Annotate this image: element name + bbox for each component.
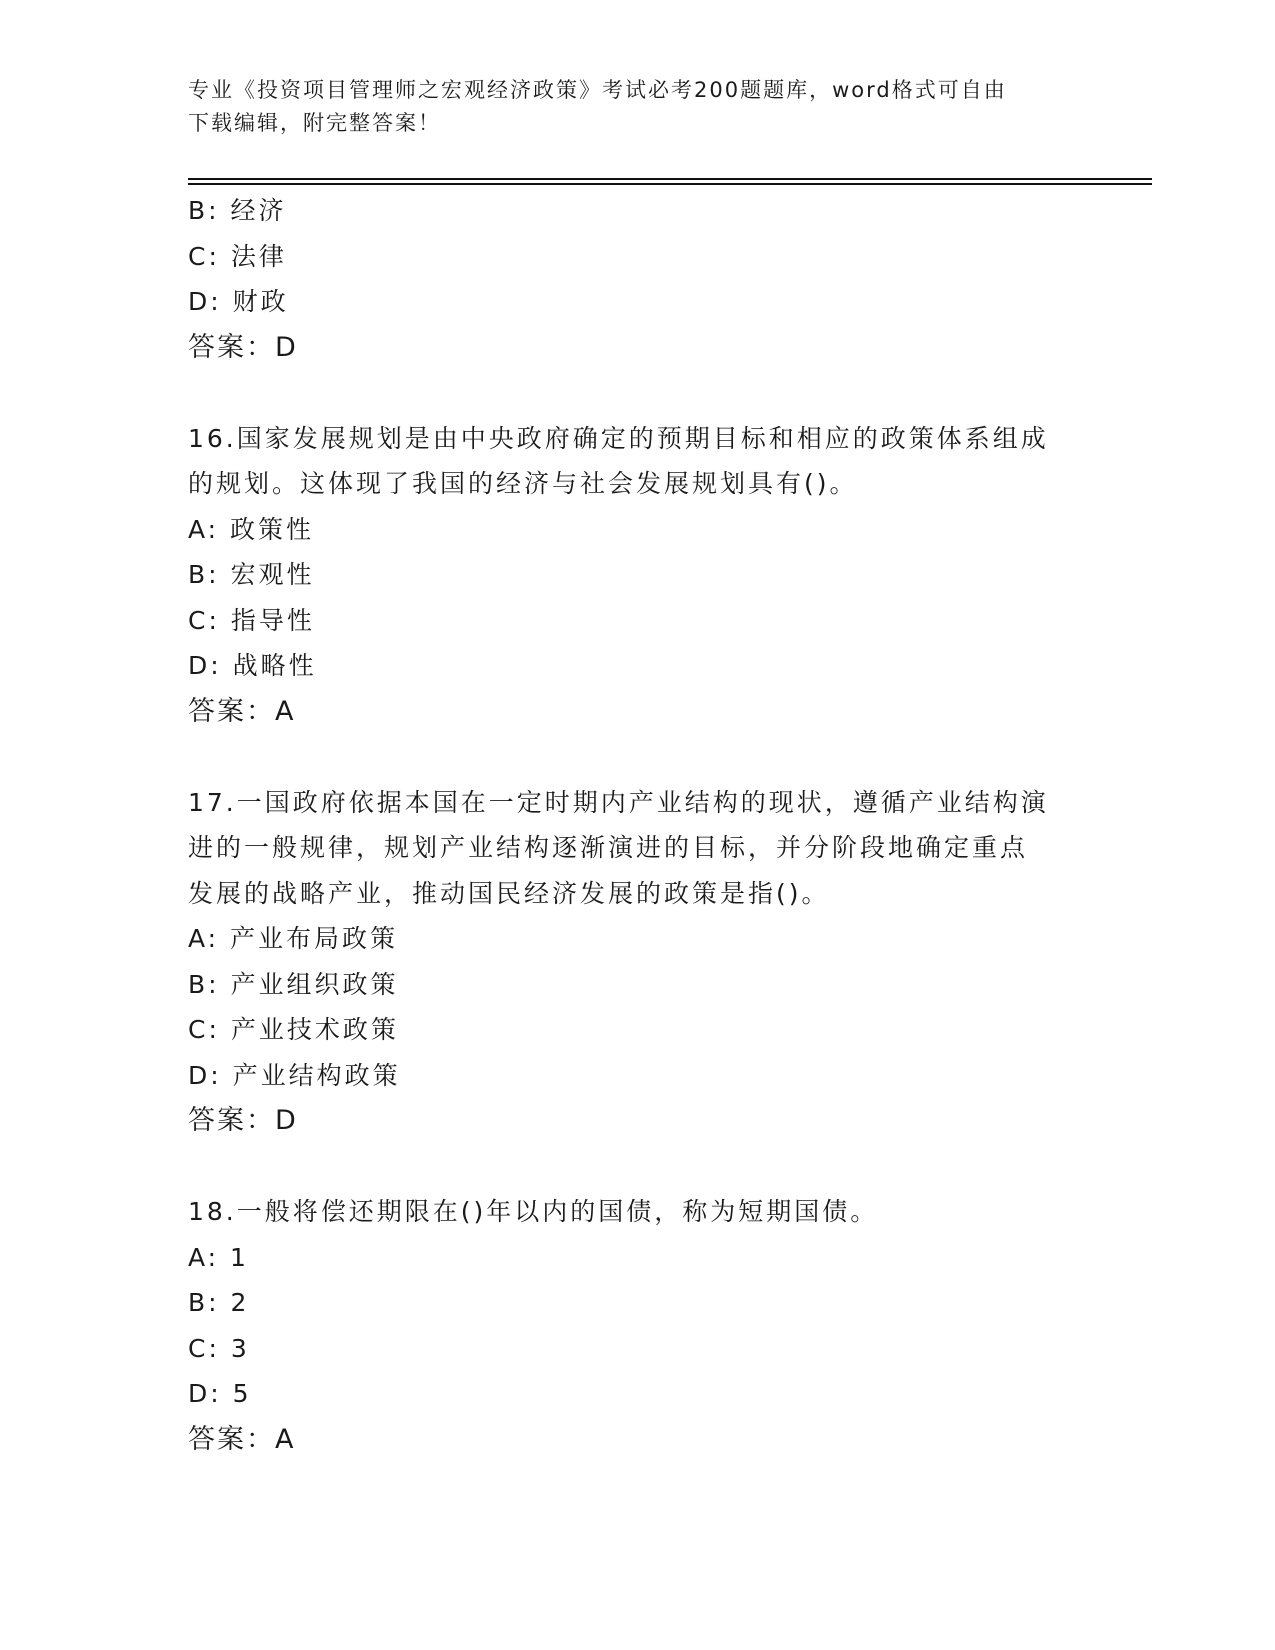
option-c: C: 指导性 [188, 605, 315, 635]
header-rule-top [188, 178, 1152, 180]
question-15 [188, 188, 1088, 370]
option-b: B: 产业组织政策 [188, 969, 399, 999]
question-list [188, 188, 1088, 1462]
option-d: D: 5 [188, 1379, 252, 1408]
question-spacer [188, 1144, 1088, 1190]
question-18 [188, 1189, 1088, 1462]
option-d: D: 战略性 [188, 651, 317, 680]
question-spacer [188, 370, 1088, 416]
answer: 答案：A [188, 1423, 296, 1455]
question-17 [188, 780, 1088, 1144]
option-b: B: 2 [188, 1288, 250, 1317]
question-stem-line: 进的一般规律，规划产业结构逐渐演进的目标，并分阶段地确定重点 [188, 833, 1029, 862]
header-line-2: 下载编辑，附完整答案！ [188, 111, 441, 135]
header-rule-bottom [188, 183, 1152, 185]
option-d: D: 产业结构政策 [188, 1060, 401, 1090]
option-b: B: 宏观性 [188, 560, 315, 589]
question-stem-line: 16.国家发展规划是由中央政府确定的预期目标和相应的政策体系组成 [188, 423, 1049, 453]
option-b: B: 经济 [188, 196, 287, 225]
option-a: A: 政策性 [188, 514, 315, 544]
option-d: D: 财政 [188, 287, 289, 316]
question-stem-line: 发展的战略产业，推动国民经济发展的政策是指()。 [188, 878, 830, 908]
question-stem-line: 17.一国政府依据本国在一定时期内产业结构的现状，遵循产业结构演 [188, 787, 1049, 817]
answer: 答案：D [188, 1105, 298, 1136]
header-line-1: 专业《投资项目管理师之宏观经济政策》考试必考200题题库，word格式可自由 [188, 78, 1007, 102]
option-c: C: 3 [188, 1333, 250, 1363]
question-16 [188, 416, 1088, 735]
question-stem-line: 18.一般将偿还期限在()年以内的国债，称为短期国债。 [188, 1197, 879, 1226]
option-c: C: 法律 [188, 241, 287, 271]
option-a: A: 产业布局政策 [188, 924, 399, 953]
answer: 答案：A [188, 695, 296, 727]
question-stem-line: 的规划。这体现了我国的经济与社会发展规划具有()。 [188, 469, 858, 498]
answer: 答案：D [188, 331, 298, 363]
option-c: C: 产业技术政策 [188, 1015, 399, 1044]
question-spacer [188, 734, 1088, 780]
document-header [188, 74, 1088, 140]
option-a: A: 1 [188, 1242, 249, 1272]
